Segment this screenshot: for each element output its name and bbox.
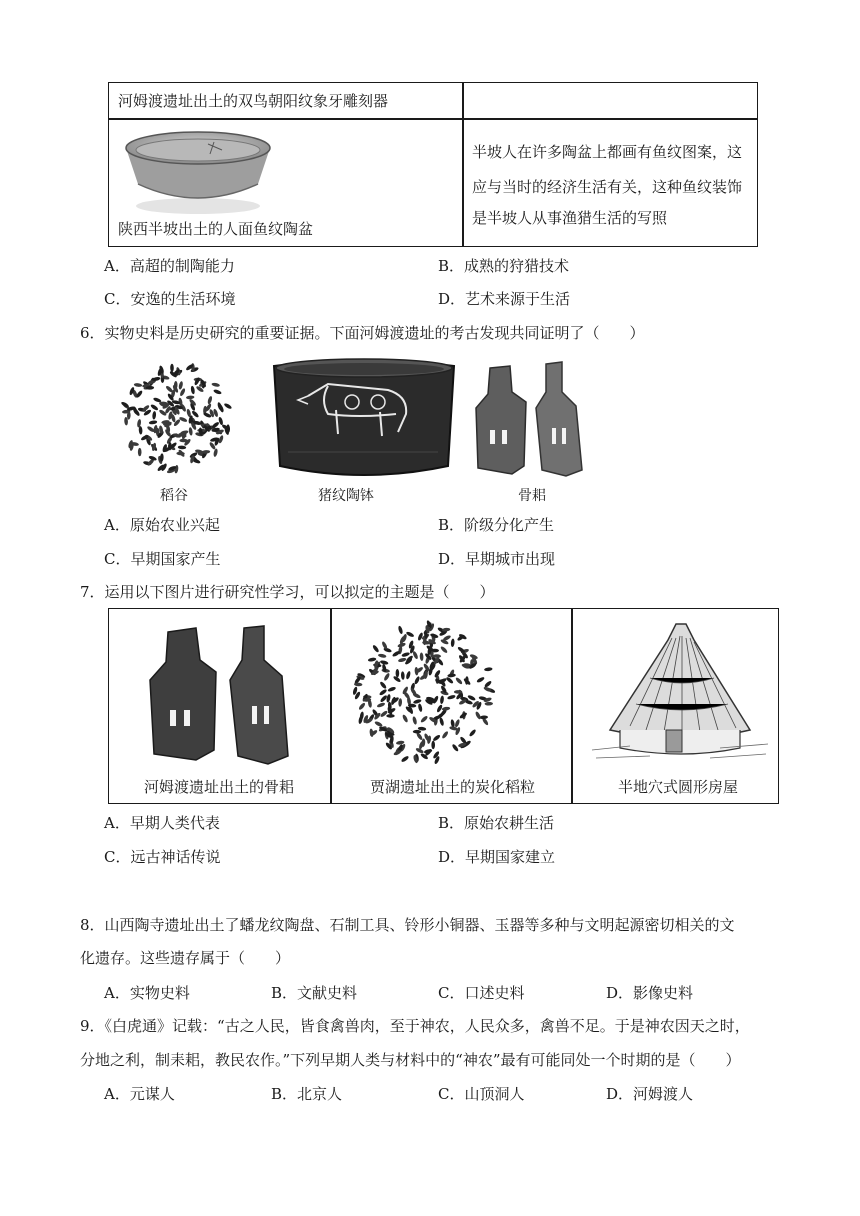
q7-stem: 7．运用以下图片进行研究性学习，可以拟定的主题是（ ） — [80, 583, 495, 601]
q7-caption-rice: 贾湖遗址出土的炭化稻粒 — [370, 778, 536, 796]
q5-row2-right-line2: 应与当时的经济生活有关，这种鱼纹装饰 — [472, 178, 743, 196]
rice-grain — [398, 698, 402, 707]
rice-grain — [439, 717, 445, 726]
q9-option-d: D．河姆渡人 — [606, 1085, 694, 1103]
q9-stem-line2: 分地之利，制耒耜，教民农作。”下列早期人类与材料中的“神农”最有可能同处一个时期的是（ ） — [80, 1051, 741, 1069]
q8-option-a: A．实物史料 — [104, 984, 190, 1002]
rice-grain — [188, 427, 193, 436]
rice-grain — [412, 716, 418, 725]
rice-grain — [150, 404, 159, 412]
q5-row2-right-line1: 半坡人在许多陶盆上都画有鱼纹图案，这 — [472, 143, 743, 161]
q7-option-a: A．早期人类代表 — [104, 814, 220, 832]
rice-grain — [178, 381, 183, 390]
q5-option-d: D．艺术来源于生活 — [438, 290, 571, 308]
q5-option-b: B．成熟的狩猎技术 — [438, 257, 570, 275]
rice-grain — [447, 673, 456, 677]
q6-option-d: D．早期城市出现 — [438, 550, 556, 568]
rice-grain — [378, 653, 387, 658]
rice-grain — [468, 729, 476, 738]
q7-option-b: B．原始农耕生活 — [438, 814, 555, 832]
rice-grain — [401, 671, 405, 680]
q5-row1-left: 河姆渡遗址出土的双鸟朝阳纹象牙雕刻器 — [118, 92, 389, 110]
rice-grain — [190, 386, 195, 395]
rice-grain — [383, 672, 390, 681]
rice-grain — [441, 730, 449, 739]
rice-grain — [485, 702, 494, 706]
rice-grain — [454, 719, 460, 728]
rice-grain — [405, 671, 411, 680]
rice-grain — [207, 396, 213, 405]
q8-stem-line1: 8．山西陶寺遗址出土了蟠龙纹陶盘、石制工具、铃形小铜器、玉器等多种与文明起源密切相关的文 — [80, 916, 735, 934]
rice-grain — [178, 445, 187, 449]
q7-caption-spade: 河姆渡遗址出土的骨耜 — [144, 778, 295, 796]
rice-grain — [398, 657, 407, 663]
q8-option-d: D．影像史料 — [606, 984, 694, 1002]
q8-option-b: B．文献史料 — [271, 984, 358, 1002]
rice-grain — [179, 439, 187, 443]
rice-grain — [179, 416, 188, 423]
rice-grain — [211, 382, 220, 387]
rice-grain — [413, 699, 422, 705]
rice-grain — [440, 645, 449, 653]
q7-option-d: D．早期国家建立 — [438, 848, 556, 866]
q8-stem-line2: 化遗存。这些遗存属于（ ） — [80, 949, 291, 967]
rice-grain — [413, 730, 421, 734]
rice-grain — [476, 676, 485, 683]
q5-option-a: A．高超的制陶能力 — [104, 257, 235, 275]
rice-grain — [402, 714, 409, 723]
rice-grain — [420, 715, 429, 723]
rice-grain — [442, 706, 451, 711]
q6-option-a: A．原始农业兴起 — [104, 516, 220, 534]
q6-option-c: C．早期国家产生 — [104, 550, 221, 568]
q6-stem: 6．实物史料是历史研究的重要证据。下面河姆渡遗址的考古发现共同证明了（ ） — [80, 324, 645, 342]
rice-grain — [396, 669, 400, 677]
rice-grain — [418, 703, 423, 712]
q5-row2-right-line3: 是半坡人从事渔猎生活的写照 — [472, 209, 668, 227]
face-fish-pottery-basin-image — [118, 126, 278, 216]
q8-option-c: C．口述史料 — [438, 984, 525, 1002]
q5-table — [108, 82, 758, 247]
rice-grain — [218, 416, 224, 425]
rice-grain — [186, 395, 195, 399]
q6-caption-pot: 猪纹陶钵 — [318, 488, 374, 504]
rice-grain — [451, 638, 455, 647]
rice-grain — [170, 364, 174, 372]
q6-caption-spade: 骨耜 — [518, 488, 546, 504]
rice-grain — [387, 686, 396, 692]
round-hut-image — [590, 618, 770, 764]
rice-grain — [484, 680, 493, 688]
rice-grain — [358, 702, 366, 711]
rice-grain — [451, 743, 459, 752]
rice-grain — [152, 411, 156, 420]
q6-option-b: B．阶级分化产生 — [438, 516, 555, 534]
rice-grain — [455, 677, 463, 686]
rice-grain — [374, 720, 383, 727]
rice-grain — [376, 702, 385, 708]
rice-grains-image — [112, 358, 240, 478]
rice-grain — [432, 734, 441, 742]
q6-caption-rice: 稻谷 — [160, 488, 188, 504]
rice-grain — [447, 694, 456, 700]
rice-grain — [420, 652, 424, 661]
rice-grain — [149, 420, 158, 425]
rice-grain — [414, 667, 418, 676]
rice-grain — [139, 426, 143, 435]
rice-grain — [386, 694, 391, 703]
rice-grain — [484, 667, 493, 672]
rice-grain — [401, 652, 410, 658]
rice-grain — [213, 448, 218, 457]
rice-grain — [379, 681, 387, 690]
rice-grain — [440, 695, 445, 704]
rice-grain — [223, 402, 232, 409]
rice-grain — [398, 625, 404, 634]
rice-grain — [414, 676, 421, 685]
rice-grain — [445, 676, 454, 684]
q9-option-a: A．元谋人 — [104, 1085, 175, 1103]
rice-grain — [213, 389, 222, 395]
bone-spade-image — [466, 358, 596, 482]
q7-option-c: C．远古神话传说 — [104, 848, 221, 866]
rice-grain — [372, 644, 380, 653]
rice-grain — [368, 657, 377, 662]
q5-row2-left-caption: 陕西半坡出土的人面鱼纹陶盆 — [118, 220, 314, 238]
rice-grain — [138, 448, 142, 456]
rice-grain — [417, 632, 424, 641]
carbonized-rice-image — [344, 618, 504, 768]
rice-grain — [406, 631, 415, 638]
rice-grain — [401, 755, 410, 763]
q5-option-c: C．安逸的生活环境 — [104, 290, 236, 308]
q9-stem-line1: 9．《白虎通》记载：“古之人民，皆食禽兽肉，至于神农，人民众多，禽兽不足。于是神农因天之时， — [80, 1017, 750, 1035]
rice-grain — [431, 741, 435, 749]
q9-option-b: B．北京人 — [271, 1085, 343, 1103]
q9-option-c: C．山顶洞人 — [438, 1085, 525, 1103]
rice-grain — [379, 688, 388, 696]
q7-table — [108, 608, 779, 804]
rice-grain — [134, 383, 143, 388]
rice-grain — [174, 465, 179, 474]
q7-caption-hut: 半地穴式圆形房屋 — [618, 778, 739, 796]
pig-pattern-pot-image — [268, 356, 460, 482]
bone-spade-image-2 — [138, 620, 308, 770]
rice-grain — [479, 715, 488, 719]
